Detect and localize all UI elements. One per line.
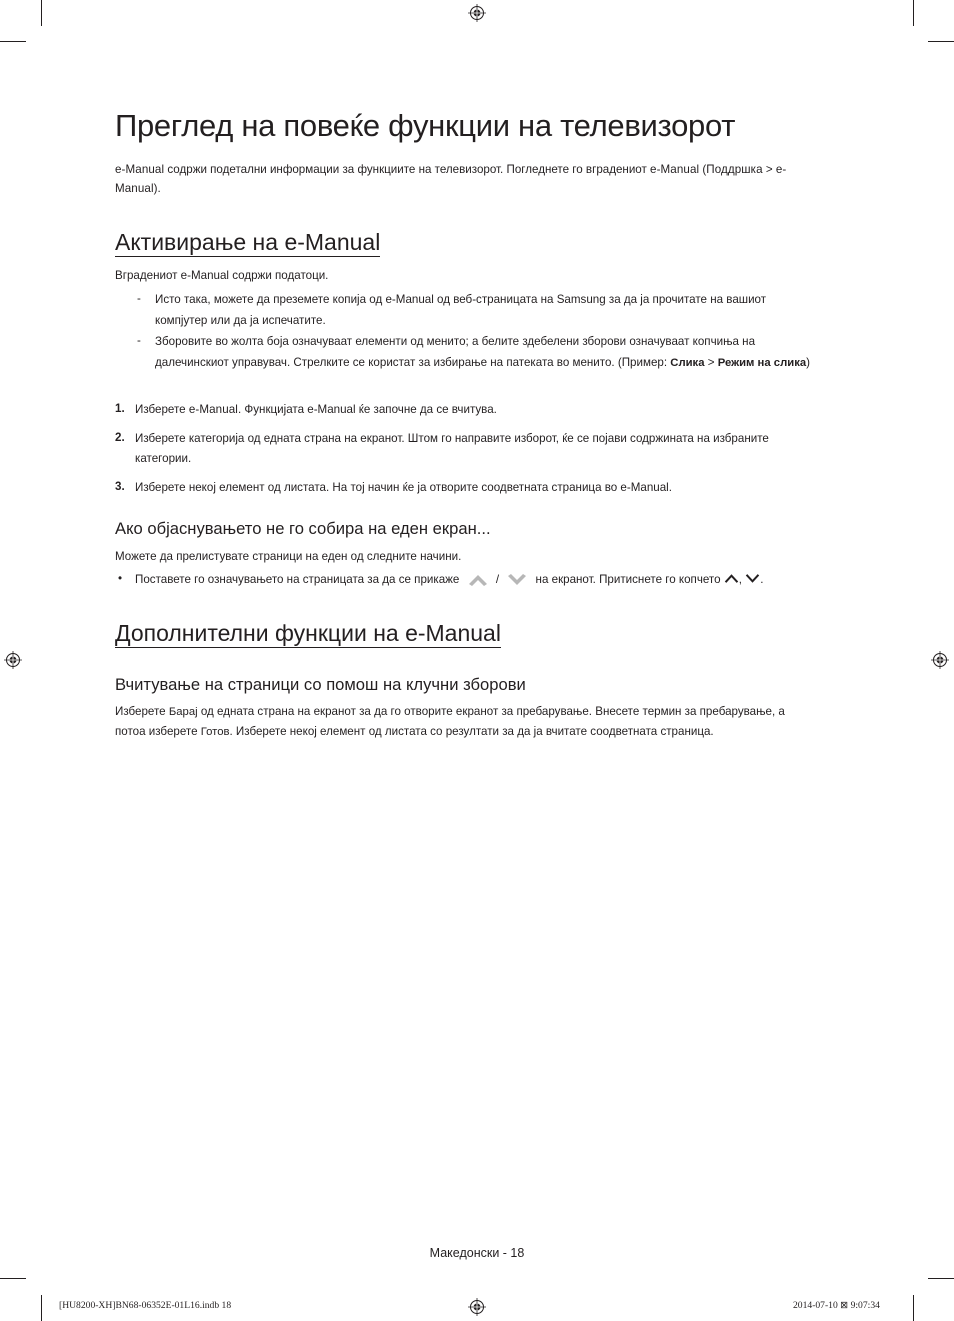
emphasis: Поддршка [706, 163, 763, 176]
step-text: Изберете некој елемент од листата. На тој начин ќе ја отворите соодветната страница во e-Manual. [135, 481, 672, 494]
crop-mark [0, 1278, 26, 1279]
registration-mark-icon [468, 1298, 486, 1316]
intro-text: содржи подетални информации за функциите на телевизорот. Погледнете го вградениот [164, 163, 651, 176]
subsection-heading: Ако објаснувањето не го собира на еден екран... [115, 519, 491, 538]
intro-text: > [762, 163, 776, 176]
paragraph-part: . Изберете некој елемент од листата со резултати за да ја вчитате соодветната страница. [229, 725, 714, 738]
note-text-part: Зборовите во жолта боја означуваат елементи од менито; а белите здебелени зборови означуваат копчиња на далечинскиот управувач. Стрелките се користат за избирање на патеката во менито. (Пример: [155, 335, 756, 369]
emphasis: e-Manual [188, 403, 238, 416]
crop-mark [41, 0, 42, 26]
section-lead: Вградениот e-Manual содржи податоци. [115, 269, 329, 282]
intro-paragraph [115, 160, 815, 198]
crop-mark [913, 0, 914, 26]
paragraph-part: Изберете [115, 705, 169, 718]
print-slug-left: [HU8200-XH]BN68-06352E-01L16.indb 18 [59, 1300, 232, 1311]
emphasis: Готов [200, 726, 230, 738]
crop-mark [0, 41, 26, 42]
note-text: Исто така, можете да преземете копија од e-Manual од веб-страницата на Samsung за да ја прочитате на вашиот компјутер или да ја испечатите. [155, 293, 767, 327]
chevron-down-icon [745, 573, 760, 584]
step-text-part: . Функцијата e-Manual ќе започне да се вчитува. [237, 403, 497, 416]
crop-mark [41, 1295, 42, 1321]
page-up-arrow-icon [467, 572, 489, 588]
note-text [155, 332, 815, 373]
intro-text: ). [153, 182, 161, 195]
bullet-text-part: , [738, 573, 743, 586]
note-marker: - [137, 292, 141, 305]
registration-mark-icon [931, 651, 949, 669]
bullet-text-part: / [495, 573, 500, 586]
emphasis: e-Manual [115, 163, 165, 176]
subsection-paragraph [115, 702, 815, 742]
emphasis: e-Manual [650, 163, 700, 176]
bullet-text-part: на екранот. Притиснете го копчето [535, 573, 721, 586]
subsection-heading: Вчитување на страници со помош на клучни зборови [115, 675, 526, 694]
bullet-text [135, 570, 835, 590]
bullet-marker: • [118, 572, 123, 585]
bullet-text-part: . [760, 573, 764, 586]
page-down-arrow-icon [506, 572, 528, 588]
intro-text: ( [699, 163, 707, 176]
step-text: Изберете категорија од едната страна на екранот. Штом го направите изборот, ќе се појави содржината на избраните категории. [135, 432, 769, 465]
crop-mark [928, 41, 954, 42]
print-slug-right: 2014-07-10 ⊠ 9:07:34 [793, 1300, 880, 1311]
crop-mark [928, 1278, 954, 1279]
chevron-up-icon [724, 573, 739, 584]
note-text-part: ) [806, 355, 811, 369]
step-number: 2. [115, 431, 125, 444]
emphasis: e-Manual [115, 163, 787, 195]
emphasis: Барај [168, 706, 198, 718]
step-text [135, 400, 815, 420]
note-text-part: > [704, 355, 718, 369]
crop-mark [913, 1295, 914, 1321]
emphasis: Режим на слика [717, 356, 807, 369]
page-title: Преглед на повеќе функции на телевизорот [115, 108, 736, 143]
paragraph-part: од едната страна на екранот за да го отворите екранот за пребарување. Внесете термин за пребарување, а потоа изберете [115, 705, 785, 738]
registration-mark-icon [468, 4, 486, 22]
section-heading: Активирање на e-Manual [115, 229, 381, 255]
emphasis: Слика [670, 356, 705, 369]
registration-mark-icon [4, 651, 22, 669]
step-number: 3. [115, 480, 125, 493]
bullet-text-part: Поставете го означувањето на страницата за да се прикаже [135, 573, 460, 586]
step-text-part: Изберете [135, 403, 189, 416]
step-number: 1. [115, 402, 125, 415]
note-marker: - [137, 334, 141, 347]
section-heading: Дополнителни функции на e-Manual [115, 620, 501, 646]
page-number: Македонски - 18 [429, 1246, 525, 1260]
subsection-lead: Можете да прелистувате страници на еден од следните начини. [115, 550, 462, 563]
